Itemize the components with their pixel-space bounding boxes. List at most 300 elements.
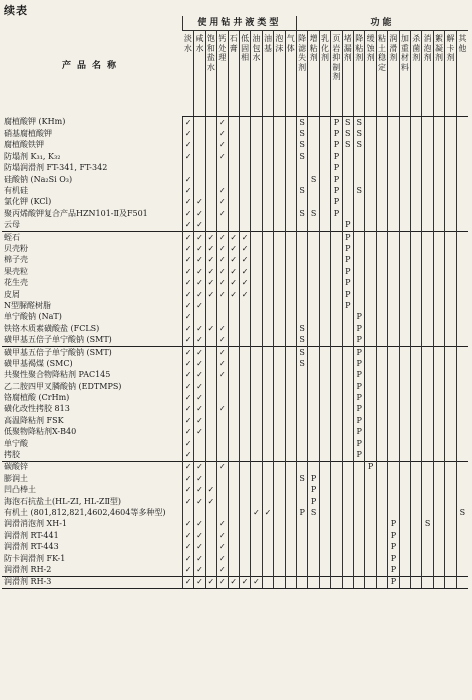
mark-cell [354,473,365,484]
mark-cell [445,323,456,334]
mark-cell: P [342,255,353,266]
mark-cell [239,392,250,403]
product-name-cell: 单宁酸钠 (NaT) [4,312,62,322]
mark-cell [205,151,216,162]
mark-cell: P [308,485,319,496]
mark-cell [319,174,330,185]
mark-cell [319,507,330,518]
mark-cell [388,381,399,392]
mark-cell: P [388,576,399,588]
product-name-cell: 润滑剂 RT-443 [4,542,59,552]
mark-cell [422,358,433,369]
mark-cell [456,358,468,369]
mark-cell [342,174,353,185]
mark-cell [342,473,353,484]
mark-cell [399,277,410,288]
mark-cell: ✓ [182,496,193,507]
mark-cell [285,358,296,369]
mark-cell [319,289,330,300]
mark-cell [433,185,444,196]
mark-cell [319,243,330,254]
mark-cell [365,231,376,243]
mark-cell [388,485,399,496]
mark-cell: ✓ [194,208,205,219]
column-header-label: 低固相 [241,34,250,62]
mark-cell [239,496,250,507]
mark-cell [194,128,205,139]
mark-cell [296,289,307,300]
mark-cell [274,289,285,300]
mark-cell [411,392,422,403]
mark-cell [422,255,433,266]
mark-cell [308,427,319,438]
mark-cell [285,553,296,564]
mark-cell: S [296,185,307,196]
table-row [2,174,468,185]
mark-cell: S [354,128,365,139]
mark-cell: ✓ [239,277,250,288]
mark-cell [217,438,228,449]
mark-cell: ✓ [217,208,228,219]
mark-cell [296,370,307,381]
mark-cell [262,197,273,208]
mark-cell: ✓ [194,370,205,381]
mark-cell: ✓ [217,358,228,369]
mark-cell [433,519,444,530]
mark-cell [445,564,456,576]
mark-cell [445,346,456,358]
mark-cell [274,473,285,484]
mark-cell [331,553,342,564]
table-row [2,496,468,507]
mark-cell: ✓ [182,427,193,438]
table-row [2,128,468,139]
mark-cell: S [296,151,307,162]
product-name-cell: 膨润土 [4,473,28,483]
mark-cell: ✓ [194,553,205,564]
mark-cell [239,415,250,426]
mark-cell [342,496,353,507]
mark-cell [411,334,422,346]
mark-cell [262,163,273,174]
mark-cell: P [354,427,365,438]
mark-cell [274,438,285,449]
mark-cell [388,312,399,323]
mark-cell [376,197,387,208]
mark-cell [331,392,342,403]
mark-cell [239,163,250,174]
mark-cell [331,415,342,426]
mark-cell [331,300,342,311]
column-header-label: 钙处理 [218,34,227,62]
mark-cell [274,323,285,334]
mark-cell [376,507,387,518]
mark-cell [285,277,296,288]
column-header-label: 咸水 [195,34,204,53]
mark-cell [422,370,433,381]
mark-cell [308,243,319,254]
mark-cell [433,197,444,208]
mark-cell: ✓ [228,576,239,588]
column-header-label: 油包水 [252,34,261,62]
header-group-row [2,16,468,31]
mark-cell [342,415,353,426]
mark-cell: ✓ [217,185,228,196]
mark-cell [456,473,468,484]
mark-cell [388,358,399,369]
mark-cell [296,461,307,473]
mark-cell [445,174,456,185]
mark-cell: ✓ [217,197,228,208]
mark-cell [262,404,273,415]
mark-cell: P [354,449,365,461]
mark-cell [433,346,444,358]
mark-cell [433,358,444,369]
mark-cell [411,519,422,530]
mark-cell [365,427,376,438]
mark-cell [228,117,239,129]
mark-cell [433,163,444,174]
mark-cell: ✓ [182,404,193,415]
mark-cell [376,323,387,334]
product-name-cell: 低聚物降粘剂X-B40 [4,427,77,437]
mark-cell [376,243,387,254]
column-header [262,31,273,117]
mark-cell: P [308,496,319,507]
mark-cell [365,553,376,564]
mark-cell: ✓ [239,576,250,588]
mark-cell [433,415,444,426]
mark-cell [205,553,216,564]
mark-cell: ✓ [217,323,228,334]
mark-cell [411,427,422,438]
mark-cell [411,220,422,232]
mark-cell [262,519,273,530]
mark-cell [433,243,444,254]
mark-cell [433,485,444,496]
mark-cell [274,392,285,403]
mark-cell: ✓ [182,266,193,277]
mark-cell [388,473,399,484]
table-row [2,266,468,277]
mark-cell [445,151,456,162]
mark-cell [251,404,262,415]
product-name-cell: 防塌剂 K₃₁, K₃₂ [4,151,61,161]
mark-cell [342,334,353,346]
mark-cell [376,289,387,300]
table-row [2,370,468,381]
mark-cell [251,358,262,369]
mark-cell [354,530,365,541]
mark-cell [342,553,353,564]
mark-cell: P [354,392,365,403]
mark-cell [411,243,422,254]
mark-cell [422,415,433,426]
product-name-cell: 腐植酸钾 (KHm) [4,117,66,127]
mark-cell [445,312,456,323]
mark-cell [399,404,410,415]
mark-cell [456,163,468,174]
mark-cell [411,449,422,461]
mark-cell [285,334,296,346]
mark-cell [251,449,262,461]
mark-cell [433,404,444,415]
mark-cell [399,185,410,196]
mark-cell [262,564,273,576]
mark-cell [285,208,296,219]
mark-cell [433,300,444,311]
mark-cell: ✓ [182,473,193,484]
mark-cell [331,370,342,381]
mark-cell [365,266,376,277]
mark-cell [205,117,216,129]
mark-cell [422,530,433,541]
mark-cell [399,243,410,254]
table-row [2,255,468,266]
mark-cell: ✓ [182,358,193,369]
mark-cell [251,530,262,541]
product-name-cell: 拷胶 [4,450,20,460]
mark-cell [205,300,216,311]
mark-cell [217,163,228,174]
mark-cell: ✓ [228,243,239,254]
mark-cell: P [331,128,342,139]
mark-cell: ✓ [182,300,193,311]
mark-cell [365,151,376,162]
mark-cell [411,231,422,243]
mark-cell [411,185,422,196]
mark-cell [422,197,433,208]
mark-cell [296,553,307,564]
mark-cell: S [296,128,307,139]
column-header-label: 堵漏剂 [343,34,352,62]
mark-cell [388,174,399,185]
mark-cell [422,485,433,496]
mark-cell [274,151,285,162]
mark-cell [433,564,444,576]
mark-cell [308,266,319,277]
mark-cell [308,358,319,369]
mark-cell [319,140,330,151]
mark-cell [274,334,285,346]
mark-cell [262,576,273,588]
mark-cell [376,151,387,162]
mark-cell [376,415,387,426]
mark-cell [365,485,376,496]
mark-cell [399,519,410,530]
mark-cell [388,289,399,300]
mark-cell [422,289,433,300]
mark-cell: S [342,140,353,151]
mark-cell: ✓ [217,266,228,277]
mark-cell [217,381,228,392]
mark-cell [308,541,319,552]
mark-cell [445,197,456,208]
mark-cell [456,117,468,129]
mark-cell [285,576,296,588]
column-header [285,31,296,117]
mark-cell [411,277,422,288]
mark-cell [285,370,296,381]
table-row [2,485,468,496]
product-name-cell: 高温降粘剂 FSK [4,415,64,425]
mark-cell: ✓ [217,277,228,288]
mark-cell: ✓ [194,243,205,254]
product-name-cell: 润滑消泡剂 XH-1 [4,519,68,529]
mark-cell [342,208,353,219]
mark-cell: ✓ [205,496,216,507]
mark-cell [319,185,330,196]
mark-cell [388,415,399,426]
mark-cell [411,541,422,552]
mark-cell [342,449,353,461]
product-name-cell: 共聚性聚合物降粘剂 PAC145 [4,370,111,380]
mark-cell [365,370,376,381]
mark-cell [239,220,250,232]
mark-cell [399,392,410,403]
mark-cell [217,473,228,484]
mark-cell [422,243,433,254]
table-row [2,358,468,369]
mark-cell [411,496,422,507]
mark-cell [274,530,285,541]
column-header-label: 其他 [458,34,467,53]
mark-cell [331,381,342,392]
mark-cell: ✓ [217,128,228,139]
mark-cell [433,266,444,277]
mark-cell: ✓ [182,277,193,288]
column-header [217,31,228,117]
mark-cell [285,151,296,162]
mark-cell [296,530,307,541]
table-row [2,323,468,334]
mark-cell [376,576,387,588]
mark-cell [262,174,273,185]
mark-cell: ✓ [194,289,205,300]
mark-cell [445,277,456,288]
mark-cell [399,117,410,129]
mark-cell: ✓ [182,415,193,426]
mark-cell: P [331,163,342,174]
mark-cell: P [354,381,365,392]
mark-cell [445,438,456,449]
mark-cell [274,485,285,496]
mark-cell [296,300,307,311]
mark-cell: ✓ [217,461,228,473]
mark-cell: ✓ [182,576,193,588]
mark-cell [365,381,376,392]
mark-cell [411,564,422,576]
mark-cell [445,541,456,552]
table-row [2,197,468,208]
table-body [2,117,468,589]
table-row [2,507,468,518]
mark-cell [399,323,410,334]
product-table-wrapper [2,16,468,698]
table-row [2,289,468,300]
column-header [354,31,365,117]
mark-cell [445,334,456,346]
mark-cell [399,312,410,323]
mark-cell [239,404,250,415]
mark-cell [251,541,262,552]
mark-cell [251,243,262,254]
mark-cell: P [342,220,353,232]
mark-cell [251,485,262,496]
table-row [2,576,468,588]
mark-cell [433,312,444,323]
mark-cell [285,312,296,323]
mark-cell [376,427,387,438]
mark-cell [262,485,273,496]
mark-cell [331,461,342,473]
mark-cell: ✓ [194,197,205,208]
mark-cell [411,507,422,518]
mark-cell [308,346,319,358]
mark-cell [422,208,433,219]
mark-cell [422,449,433,461]
mark-cell [445,266,456,277]
mark-cell [262,117,273,129]
mark-cell [354,243,365,254]
mark-cell [262,323,273,334]
table-row [2,140,468,151]
mark-cell [456,404,468,415]
mark-cell: ✓ [182,220,193,232]
table-row [2,163,468,174]
mark-cell [456,564,468,576]
mark-cell [262,541,273,552]
mark-cell [296,163,307,174]
table-row [2,519,468,530]
mark-cell [251,220,262,232]
mark-cell [331,277,342,288]
mark-cell [319,530,330,541]
mark-cell [217,392,228,403]
mark-cell [274,507,285,518]
mark-cell [251,197,262,208]
mark-cell: P [365,461,376,473]
mark-cell: ✓ [217,346,228,358]
mark-cell [433,231,444,243]
mark-cell [319,151,330,162]
mark-cell: ✓ [194,266,205,277]
mark-cell [388,243,399,254]
mark-cell [433,576,444,588]
mark-cell [296,485,307,496]
mark-cell [365,128,376,139]
mark-cell: P [388,553,399,564]
mark-cell [433,530,444,541]
mark-cell [365,312,376,323]
mark-cell [331,564,342,576]
column-header-label: 饱和盐水 [206,34,215,72]
mark-cell [376,128,387,139]
mark-cell [319,220,330,232]
mark-cell [262,370,273,381]
mark-cell [433,507,444,518]
mark-cell [285,346,296,358]
mark-cell [194,117,205,129]
mark-cell [445,117,456,129]
product-name-cell: 防塌润滑剂 FT-341, FT-342 [4,163,108,173]
mark-cell [285,117,296,129]
mark-cell [365,564,376,576]
mark-cell: S [296,323,307,334]
column-header [182,31,193,117]
mark-cell [376,485,387,496]
mark-cell [194,174,205,185]
